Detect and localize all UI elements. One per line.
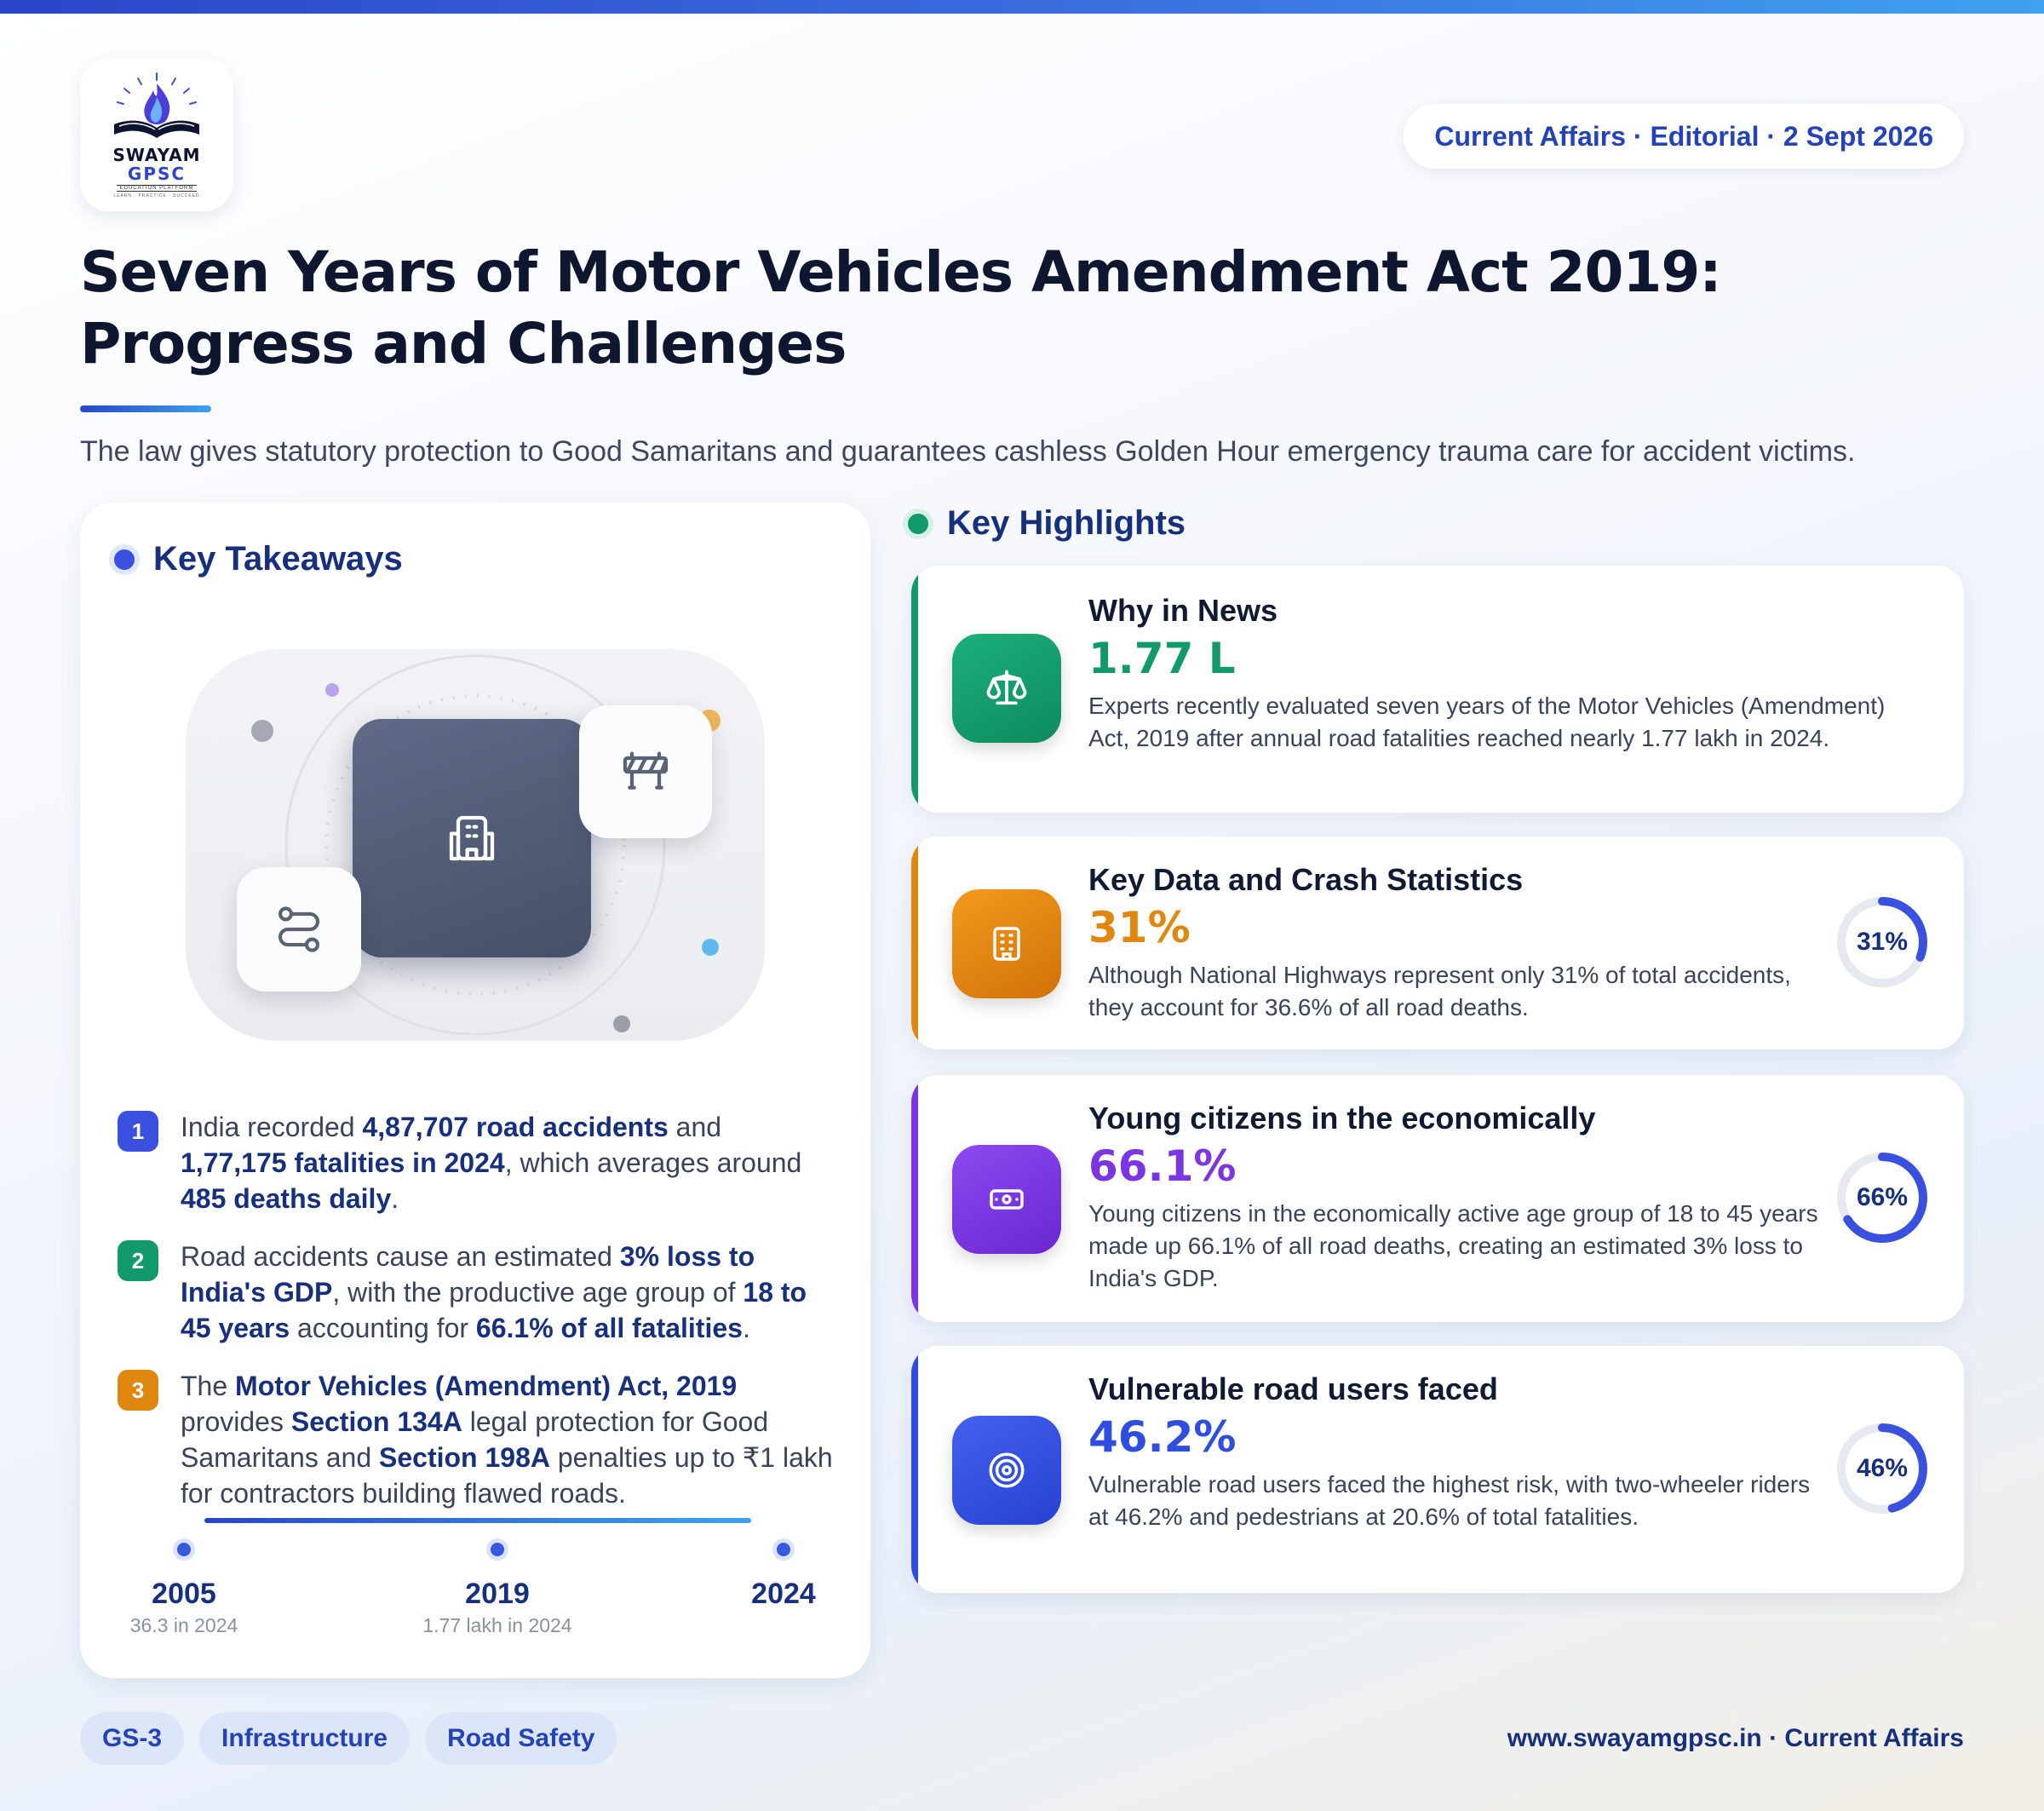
card-icon-tile xyxy=(952,889,1061,998)
timeline-node xyxy=(395,1538,600,1637)
timeline-node xyxy=(681,1538,886,1614)
page-subtitle: The law gives statutory protection to Good Samaritans and guarantees cashless Golden Hour emergency trauma care for accident victims. xyxy=(80,435,1856,468)
text-run: Road accidents cause an estimated xyxy=(181,1241,620,1272)
takeaway-text xyxy=(181,1239,833,1346)
logo-flame-book-icon xyxy=(106,72,208,143)
logo-text-swayam: SWAYAM xyxy=(112,144,201,165)
text-run-bold: Motor Vehicles (Amendment) Act, 2019 xyxy=(235,1371,738,1401)
text-run: and xyxy=(668,1112,722,1142)
takeaway-number-badge: 1 xyxy=(118,1111,158,1152)
text-run: penalties up to ₹1 lakh for contractors building flawed roads. xyxy=(181,1442,833,1509)
logo-text-tagline: LEARN · PRACTICE · SUCCEED xyxy=(113,193,200,198)
key-takeaways-heading: Key Takeaways xyxy=(153,540,403,578)
logo-text-platform: EDUCATION PLATFORM xyxy=(117,185,198,192)
timeline-dot xyxy=(486,1538,508,1561)
key-highlights-heading: Key Highlights xyxy=(947,504,1186,542)
card-text xyxy=(1088,860,1821,1024)
progress-ring xyxy=(1834,894,1930,990)
topic-tags xyxy=(80,1712,617,1765)
timeline-year: 2019 xyxy=(465,1578,530,1610)
card-text xyxy=(1088,1099,1821,1295)
timeline-node xyxy=(82,1538,286,1637)
takeaway-number-badge: 2 xyxy=(118,1240,158,1281)
card-icon-tile xyxy=(952,1416,1061,1525)
text-run: , which averages around xyxy=(504,1147,802,1178)
title-underline xyxy=(80,405,211,412)
highlight-card-why-in-news xyxy=(911,566,1964,813)
text-run-bold: 1,77,175 fatalities in 2024 xyxy=(181,1147,505,1178)
takeaway-item xyxy=(118,1109,833,1216)
highlight-card-vulnerable-users xyxy=(911,1346,1964,1593)
card-text xyxy=(1088,591,1923,755)
highlight-card-crash-statistics xyxy=(911,837,1964,1049)
text-run-bold: 3% loss to India's GDP xyxy=(181,1241,755,1308)
card-description: Experts recently evaluated seven years of the Motor Vehicles (Amendment) Act, 2019 after annual road fatalities reached nearly 1.77 lakh in 2024. xyxy=(1088,693,1886,751)
text-run-bold: 4,87,707 road accidents xyxy=(362,1112,669,1142)
takeaway-item xyxy=(118,1368,833,1511)
page-title: Seven Years of Motor Vehicles Amendment Act 2019: Progress and Challenges xyxy=(80,239,1721,377)
takeaway-item xyxy=(118,1239,833,1346)
text-run: The xyxy=(181,1371,236,1401)
progress-ring xyxy=(1834,1150,1930,1245)
text-run: India recorded xyxy=(181,1112,363,1142)
card-description: Vulnerable road users faced the highest risk, with two-wheeler riders at 46.2% and pedestrians at 20.6% of total fatalities. xyxy=(1088,1471,1811,1530)
target-icon xyxy=(985,1449,1028,1492)
takeaway-text xyxy=(181,1368,833,1511)
takeaways-illustration xyxy=(186,649,765,1041)
timeline-caption: 36.3 in 2024 xyxy=(129,1614,238,1636)
card-text xyxy=(1088,1370,1821,1533)
timeline-year: 2005 xyxy=(152,1578,216,1610)
timeline-year: 2024 xyxy=(751,1578,816,1610)
card-title: Why in News xyxy=(1088,593,1278,628)
card-accent-bar xyxy=(911,1346,918,1593)
building-tile xyxy=(353,719,591,957)
card-description: Although National Highways represent only 31% of total accidents, they account for 36.6% of all road deaths. xyxy=(1088,962,1791,1020)
card-value: 31% xyxy=(1088,903,1191,952)
section-dot-icon xyxy=(908,514,928,534)
tag-gs3[interactable]: GS-3 xyxy=(80,1712,184,1765)
footer-site-link[interactable]: www.swayamgpsc.in · Current Affairs xyxy=(1507,1724,1964,1752)
text-run: , with the productive age group of xyxy=(332,1277,744,1308)
takeaway-text xyxy=(181,1109,833,1216)
progress-ring-label: 66% xyxy=(1856,1183,1909,1211)
text-run: . xyxy=(391,1183,399,1214)
card-description: Young citizens in the economically active age group of 18 to 45 years made up 66.1% of all road deaths, creating an estimated 3% loss to India's GDP. xyxy=(1088,1200,1818,1291)
section-dot-icon xyxy=(114,549,135,570)
text-run: provides xyxy=(181,1406,291,1437)
takeaway-number-badge: 3 xyxy=(118,1370,158,1411)
card-accent-bar xyxy=(911,837,918,1049)
card-title: Key Data and Crash Statistics xyxy=(1088,862,1524,897)
key-highlights-header xyxy=(908,504,1186,543)
progress-ring xyxy=(1834,1421,1930,1516)
tag-road-safety[interactable]: Road Safety xyxy=(425,1712,617,1765)
swayam-gpsc-logo xyxy=(80,58,233,211)
text-run: . xyxy=(742,1313,750,1343)
timeline-caption: 1.77 lakh in 2024 xyxy=(422,1614,572,1636)
progress-ring-label: 31% xyxy=(1856,928,1909,956)
timeline-dot xyxy=(173,1538,195,1561)
key-takeaways-card xyxy=(80,503,870,1678)
text-run-bold: 485 deaths daily xyxy=(181,1183,392,1214)
card-icon-tile xyxy=(952,1145,1061,1254)
card-icon-tile xyxy=(952,634,1061,743)
scale-icon xyxy=(985,666,1029,710)
banknote-icon xyxy=(986,1179,1027,1220)
text-run-bold: 18 to 45 years xyxy=(181,1277,807,1343)
route-tile xyxy=(237,867,361,992)
card-value: 1.77 L xyxy=(1088,634,1236,683)
building-icon xyxy=(986,923,1027,964)
key-takeaways-header xyxy=(114,540,403,578)
timeline-dot xyxy=(772,1538,795,1561)
card-title: Vulnerable road users faced xyxy=(1088,1371,1498,1406)
top-accent-bar xyxy=(0,0,2044,14)
takeaways-list xyxy=(118,1109,833,1533)
date-pill: Current Affairs · Editorial · 2 Sept 2026 xyxy=(1404,104,1964,169)
card-value: 46.2% xyxy=(1088,1412,1237,1462)
tag-infrastructure[interactable]: Infrastructure xyxy=(199,1712,410,1765)
barrier-tile xyxy=(579,705,712,838)
card-value: 66.1% xyxy=(1088,1141,1237,1191)
timeline-line xyxy=(204,1518,751,1523)
logo-text-gpsc: GPSC xyxy=(127,163,187,184)
card-accent-bar xyxy=(911,1075,918,1322)
text-run: legal protection for Good Samaritans and xyxy=(181,1406,769,1473)
road-barrier-icon xyxy=(618,745,673,799)
building-icon xyxy=(445,811,499,865)
timeline xyxy=(118,1518,833,1654)
text-run-bold: Section 134A xyxy=(290,1406,462,1437)
route-icon xyxy=(273,903,325,956)
text-run-bold: 66.1% of all fatalities xyxy=(475,1313,743,1343)
text-run: accounting for xyxy=(290,1313,476,1343)
highlight-card-young-citizens xyxy=(911,1075,1964,1322)
progress-ring-label: 46% xyxy=(1856,1454,1909,1482)
card-title: Young citizens in the economically xyxy=(1088,1101,1596,1135)
text-run-bold: Section 198A xyxy=(379,1442,550,1473)
card-accent-bar xyxy=(911,566,918,813)
